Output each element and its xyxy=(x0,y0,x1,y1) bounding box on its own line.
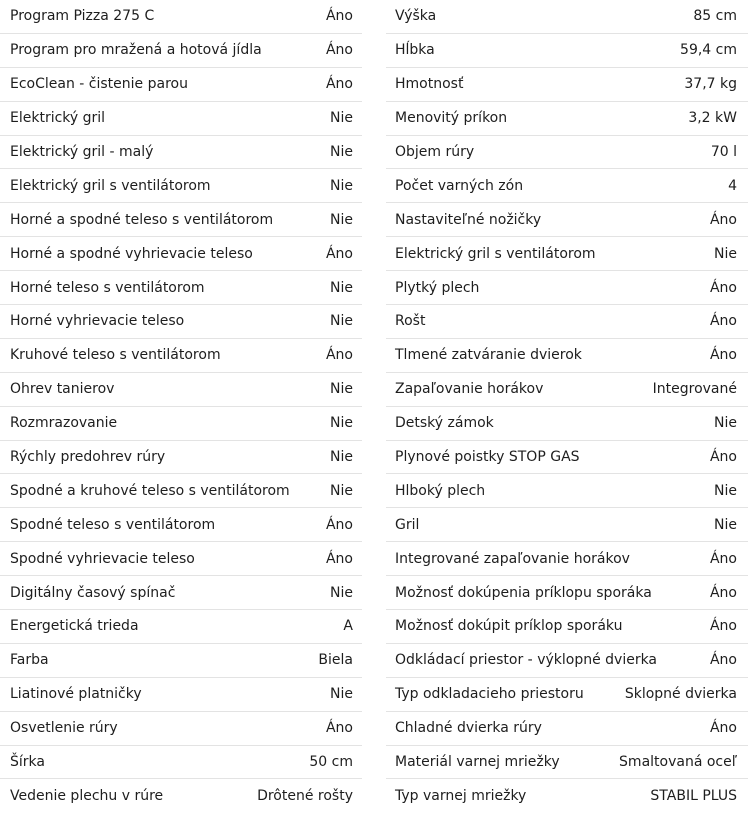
spec-label: Počet varných zón xyxy=(395,177,524,194)
spec-row xyxy=(0,610,362,644)
spec-value: Áno xyxy=(709,584,737,601)
spec-column-right xyxy=(386,0,748,813)
spec-row xyxy=(386,339,748,373)
spec-label: Menovitý príkon xyxy=(395,110,508,127)
spec-row xyxy=(0,576,362,610)
spec-row xyxy=(0,169,362,203)
spec-value: Nie xyxy=(714,482,737,499)
spec-value: Nie xyxy=(330,211,353,228)
spec-row xyxy=(0,68,362,102)
spec-row xyxy=(0,542,362,576)
spec-value: Sklopné dvierka xyxy=(624,686,737,703)
spec-value: Áno xyxy=(709,720,737,737)
spec-label: Horné a spodné teleso s ventilátorom xyxy=(10,211,274,228)
spec-label: Spodné a kruhové teleso s ventilátorom xyxy=(10,482,290,499)
spec-value: A xyxy=(343,618,353,635)
spec-label: Elektrický gril xyxy=(10,110,106,127)
spec-label: Elektrický gril s ventilátorom xyxy=(395,245,596,262)
spec-row xyxy=(0,271,362,305)
spec-value: Nie xyxy=(330,381,353,398)
spec-row xyxy=(0,779,362,813)
spec-value: 85 cm xyxy=(693,8,737,25)
spec-label: Rýchly predohrev rúry xyxy=(10,449,166,466)
spec-row xyxy=(0,441,362,475)
spec-value: Nie xyxy=(330,177,353,194)
spec-value: Áno xyxy=(325,516,353,533)
spec-row xyxy=(386,508,748,542)
spec-label: Zapaľovanie horákov xyxy=(395,381,544,398)
spec-row xyxy=(386,441,748,475)
spec-row xyxy=(0,0,362,34)
spec-label: Odkládací priestor - výklopné dvierka xyxy=(395,652,658,669)
spec-value: Áno xyxy=(325,550,353,567)
spec-label: Program pro mražená a hotová jídla xyxy=(10,42,262,59)
spec-label: Horné a spodné vyhrievacie teleso xyxy=(10,245,253,262)
spec-row xyxy=(386,746,748,780)
spec-value: Nie xyxy=(330,482,353,499)
spec-label: Kruhové teleso s ventilátorom xyxy=(10,347,221,364)
spec-label: Možnosť dokúpenia príklopu sporáka xyxy=(395,584,652,601)
spec-label: Horné teleso s ventilátorom xyxy=(10,279,205,296)
spec-value: Áno xyxy=(709,618,737,635)
spec-label: Plytký plech xyxy=(395,279,480,296)
spec-value: 59,4 cm xyxy=(680,42,737,59)
spec-label: Typ varnej mriežky xyxy=(395,788,527,805)
spec-value: Smaltovaná oceľ xyxy=(619,754,737,771)
spec-row xyxy=(386,34,748,68)
spec-value: Nie xyxy=(714,245,737,262)
spec-row xyxy=(386,712,748,746)
spec-row xyxy=(386,576,748,610)
spec-row xyxy=(386,474,748,508)
spec-label: Energetická trieda xyxy=(10,618,139,635)
spec-label: Detský zámok xyxy=(395,415,494,432)
spec-row xyxy=(386,271,748,305)
spec-label: Spodné vyhrievacie teleso xyxy=(10,550,195,567)
spec-value: Nie xyxy=(330,110,353,127)
spec-row xyxy=(0,34,362,68)
spec-value: 50 cm xyxy=(309,754,353,771)
spec-label: Nastaviteľné nožičky xyxy=(395,211,542,228)
spec-value: 70 l xyxy=(710,144,737,160)
spec-row xyxy=(386,169,748,203)
spec-label: Hlboký plech xyxy=(395,482,486,499)
spec-row xyxy=(0,508,362,542)
spec-row xyxy=(386,678,748,712)
spec-label: Hmotnosť xyxy=(395,76,464,93)
spec-label: Tlmené zatváranie dvierok xyxy=(395,347,582,364)
spec-value: Nie xyxy=(330,686,353,703)
spec-value: 37,7 kg xyxy=(684,76,737,93)
spec-row xyxy=(386,0,748,34)
spec-label: Materiál varnej mriežky xyxy=(395,754,560,771)
spec-label: Liatinové platničky xyxy=(10,686,142,703)
spec-label: Elektrický gril - malý xyxy=(10,144,154,160)
spec-row xyxy=(386,407,748,441)
spec-value: Nie xyxy=(714,516,737,533)
spec-label: EcoClean - čistenie parou xyxy=(10,76,188,93)
spec-row xyxy=(386,203,748,237)
spec-row xyxy=(0,644,362,678)
spec-value: Nie xyxy=(330,279,353,296)
spec-label: Osvetlenie rúry xyxy=(10,720,118,737)
spec-value: 3,2 kW xyxy=(688,110,737,127)
spec-value: Áno xyxy=(325,347,353,364)
spec-column-left xyxy=(0,0,362,813)
spec-label: Hĺbka xyxy=(395,42,435,59)
spec-label: Plynové poistky STOP GAS xyxy=(395,449,580,466)
spec-value: Áno xyxy=(709,550,737,567)
spec-value: Áno xyxy=(325,8,353,25)
spec-row xyxy=(0,474,362,508)
spec-label: Výška xyxy=(395,8,437,25)
spec-value: Áno xyxy=(709,211,737,228)
spec-value: Áno xyxy=(325,245,353,262)
spec-label: Rošt xyxy=(395,313,426,330)
spec-value: Nie xyxy=(330,584,353,601)
spec-value: Áno xyxy=(709,449,737,466)
spec-label: Horné vyhrievacie teleso xyxy=(10,313,185,330)
spec-label: Typ odkladacieho priestoru xyxy=(395,686,584,703)
spec-value: STABIL PLUS xyxy=(650,788,737,805)
spec-label: Ohrev tanierov xyxy=(10,381,115,398)
spec-row xyxy=(0,407,362,441)
spec-value: Biela xyxy=(318,652,353,669)
spec-label: Možnosť dokúpit príklop sporáku xyxy=(395,618,623,635)
spec-row xyxy=(386,644,748,678)
spec-row xyxy=(386,102,748,136)
spec-row xyxy=(386,237,748,271)
spec-value: Nie xyxy=(714,415,737,432)
spec-value: Áno xyxy=(709,313,737,330)
spec-row xyxy=(0,373,362,407)
spec-row xyxy=(0,203,362,237)
spec-label: Chladné dvierka rúry xyxy=(395,720,542,737)
spec-row xyxy=(386,779,748,813)
spec-value: Nie xyxy=(330,415,353,432)
spec-value: Áno xyxy=(325,76,353,93)
spec-value: Nie xyxy=(330,313,353,330)
spec-label: Program Pizza 275 C xyxy=(10,8,155,25)
spec-value: Áno xyxy=(709,347,737,364)
spec-value: Nie xyxy=(330,144,353,160)
spec-row xyxy=(0,678,362,712)
spec-row xyxy=(386,136,748,170)
spec-label: Objem rúry xyxy=(395,144,475,160)
spec-label: Farba xyxy=(10,652,49,669)
spec-row xyxy=(0,136,362,170)
spec-value: Áno xyxy=(325,720,353,737)
spec-value: Nie xyxy=(330,449,353,466)
spec-label: Vedenie plechu v rúre xyxy=(10,788,164,805)
spec-row xyxy=(0,102,362,136)
spec-row xyxy=(386,373,748,407)
spec-row xyxy=(0,746,362,780)
spec-row xyxy=(0,237,362,271)
spec-label: Integrované zapaľovanie horákov xyxy=(395,550,630,567)
spec-label: Spodné teleso s ventilátorom xyxy=(10,516,216,533)
spec-value: Áno xyxy=(325,42,353,59)
spec-label: Šírka xyxy=(10,754,45,771)
spec-row xyxy=(0,339,362,373)
spec-label: Gril xyxy=(395,516,420,533)
spec-label: Rozmrazovanie xyxy=(10,415,118,432)
spec-row xyxy=(0,305,362,339)
spec-row xyxy=(386,542,748,576)
spec-value: Áno xyxy=(709,279,737,296)
spec-label: Elektrický gril s ventilátorom xyxy=(10,177,211,194)
spec-value: Áno xyxy=(709,652,737,669)
spec-value: Integrované xyxy=(652,381,737,398)
spec-row xyxy=(0,712,362,746)
spec-row xyxy=(386,68,748,102)
spec-label: Digitálny časový spínač xyxy=(10,584,176,601)
spec-value: 4 xyxy=(728,177,737,194)
spec-row xyxy=(386,305,748,339)
spec-value: Drôtené rošty xyxy=(257,788,353,805)
spec-row xyxy=(386,610,748,644)
